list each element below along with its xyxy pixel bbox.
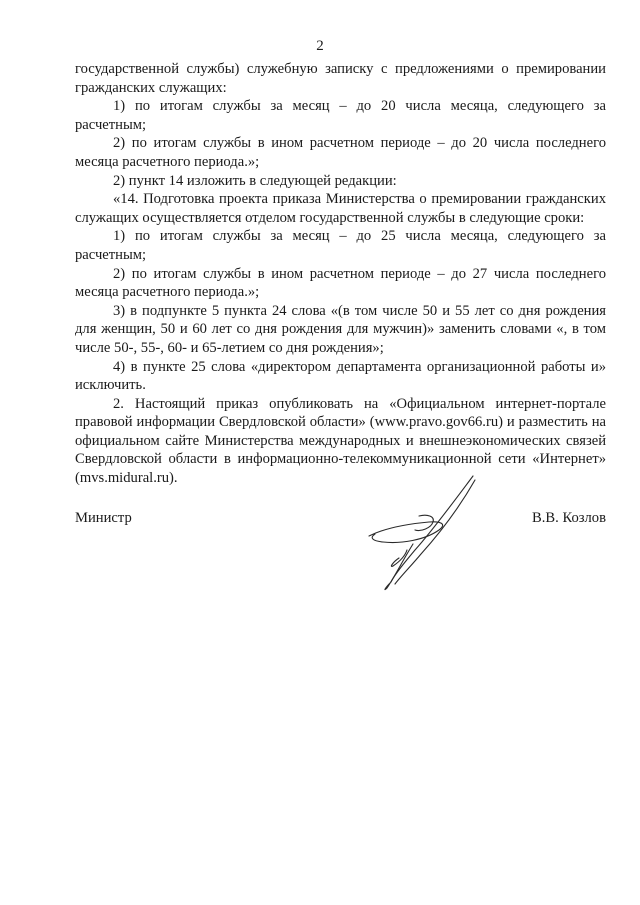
paragraph: 2) пункт 14 изложить в следующей редакции: — [113, 172, 397, 189]
paragraph: 2) по итогам службы в ином расчетном периоде – до 20 числа последнего месяца расчетного периода.»; — [75, 135, 606, 170]
handwritten-signature — [355, 470, 485, 595]
document-body — [75, 60, 606, 488]
paragraph: 1) по итогам службы за месяц – до 20 числа месяца, следующего за расчетным; — [75, 98, 606, 133]
signatory-name: В.В. Козлов — [532, 510, 606, 526]
signatory-title: Министр — [75, 510, 132, 526]
page-number: 2 — [316, 38, 324, 54]
paragraph: 3) в подпункте 5 пункта 24 слова «(в том числе 50 и 55 лет со дня рождения для женщин, 50 и 60 лет со дня рождения для мужчин)» заменить словами «, в том числе 50-, 55-, 60- и 65-летием со дня рождения»; — [75, 302, 606, 356]
paragraph: 2. Настоящий приказ опубликовать на «Официальном интернет-портале правовой информации Свердловской области» (www.pravo.gov66.ru) и разместить на официальном сайте Министерства международных и внешнеэкономических связей Свердловской области в информационно-телекоммуникационной сети «Интернет» (mvs.midural.ru). — [75, 395, 606, 487]
paragraph: 1) по итогам службы за месяц – до 25 числа месяца, следующего за расчетным; — [75, 228, 606, 263]
paragraph: государственной службы) служебную записку с предложениями о премировании гражданских служащих: — [75, 61, 606, 96]
paragraph: «14. Подготовка проекта приказа Министерства о премировании гражданских служащих осуществляется отделом государственной службы в следующие сроки: — [75, 191, 606, 226]
paragraph: 2) по итогам службы в ином расчетном периоде – до 27 числа последнего месяца расчетного периода.»; — [75, 265, 606, 301]
paragraph: 4) в пункте 25 слова «директором департамента организационной работы и» исключить. — [75, 358, 606, 394]
signature-block — [75, 510, 606, 534]
